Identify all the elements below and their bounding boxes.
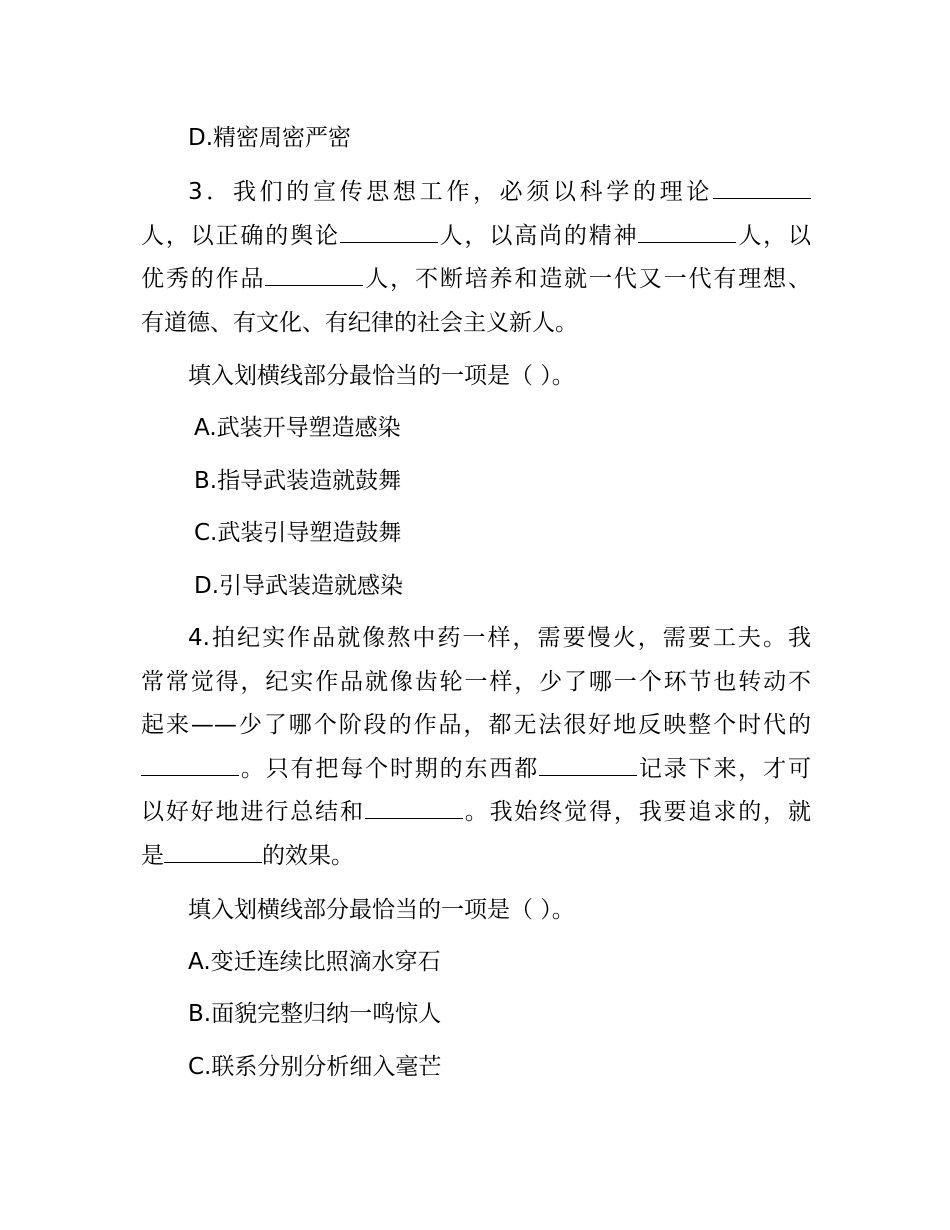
q3-blank-2 (340, 222, 438, 243)
q3-line-2: 人，以正确的舆论 人，以高尚的精神 人，以 (141, 223, 812, 249)
q3-blank-4 (265, 265, 363, 286)
q4-prompt: 填入划横线部分最恰当的一项是（ ）。 (188, 897, 575, 923)
q4-line-2: 常常觉得，纪实作品就像齿轮一样，少了哪一个环节也转动不 (141, 669, 811, 695)
q4-option-b: B.面貌完整归纳一鸣惊人 (188, 1001, 442, 1027)
q3-option-b: B.指导武装造就鼓舞 (194, 468, 402, 494)
q4-line-5: 以好好地进行总结和 。我始终觉得，我要追求的，就 (141, 799, 812, 825)
q3-option-c: C.武装引导塑造鼓舞 (194, 520, 402, 546)
q4-line-6: 是 的效果。 (141, 843, 354, 869)
q3-blank-3 (638, 222, 736, 243)
q4-blank-4 (164, 842, 262, 863)
q4-blank-2 (539, 755, 637, 776)
q4-option-a: A.变迁连续比照滴水穿石 (188, 949, 441, 975)
q3-line-4: 有道德、有文化、有纪律的社会主义新人。 (141, 310, 578, 336)
q3-line-1: 3．我们的宣传思想工作，必须以科学的理论 (188, 178, 811, 206)
q4-line-3: 起来——少了哪个阶段的作品，都无法很好地反映整个时代的 (141, 712, 811, 738)
q3-blank-1 (713, 178, 811, 199)
q4-line-1: 4.拍纪实作品就像熬中药一样，需要慢火，需要工夫。我 (188, 625, 811, 651)
q4-option-c: C.联系分别分析细入毫芒 (188, 1054, 442, 1080)
q3-prompt: 填入划横线部分最恰当的一项是（ ）。 (188, 363, 575, 389)
q4-blank-3 (365, 798, 463, 819)
q4-line-4: 。只有把每个时期的东西都 记录下来，才可 (141, 755, 811, 783)
q4-blank-1 (141, 755, 239, 776)
q2-option-d: D.精密周密严密 (188, 125, 352, 151)
q3-option-a: A.武装开导塑造感染 (194, 415, 401, 441)
q3-line-3: 优秀的作品 人，不断培养和造就一代又一代有理想、 (141, 266, 812, 292)
q3-option-d: D.引导武装造就感染 (194, 573, 404, 599)
